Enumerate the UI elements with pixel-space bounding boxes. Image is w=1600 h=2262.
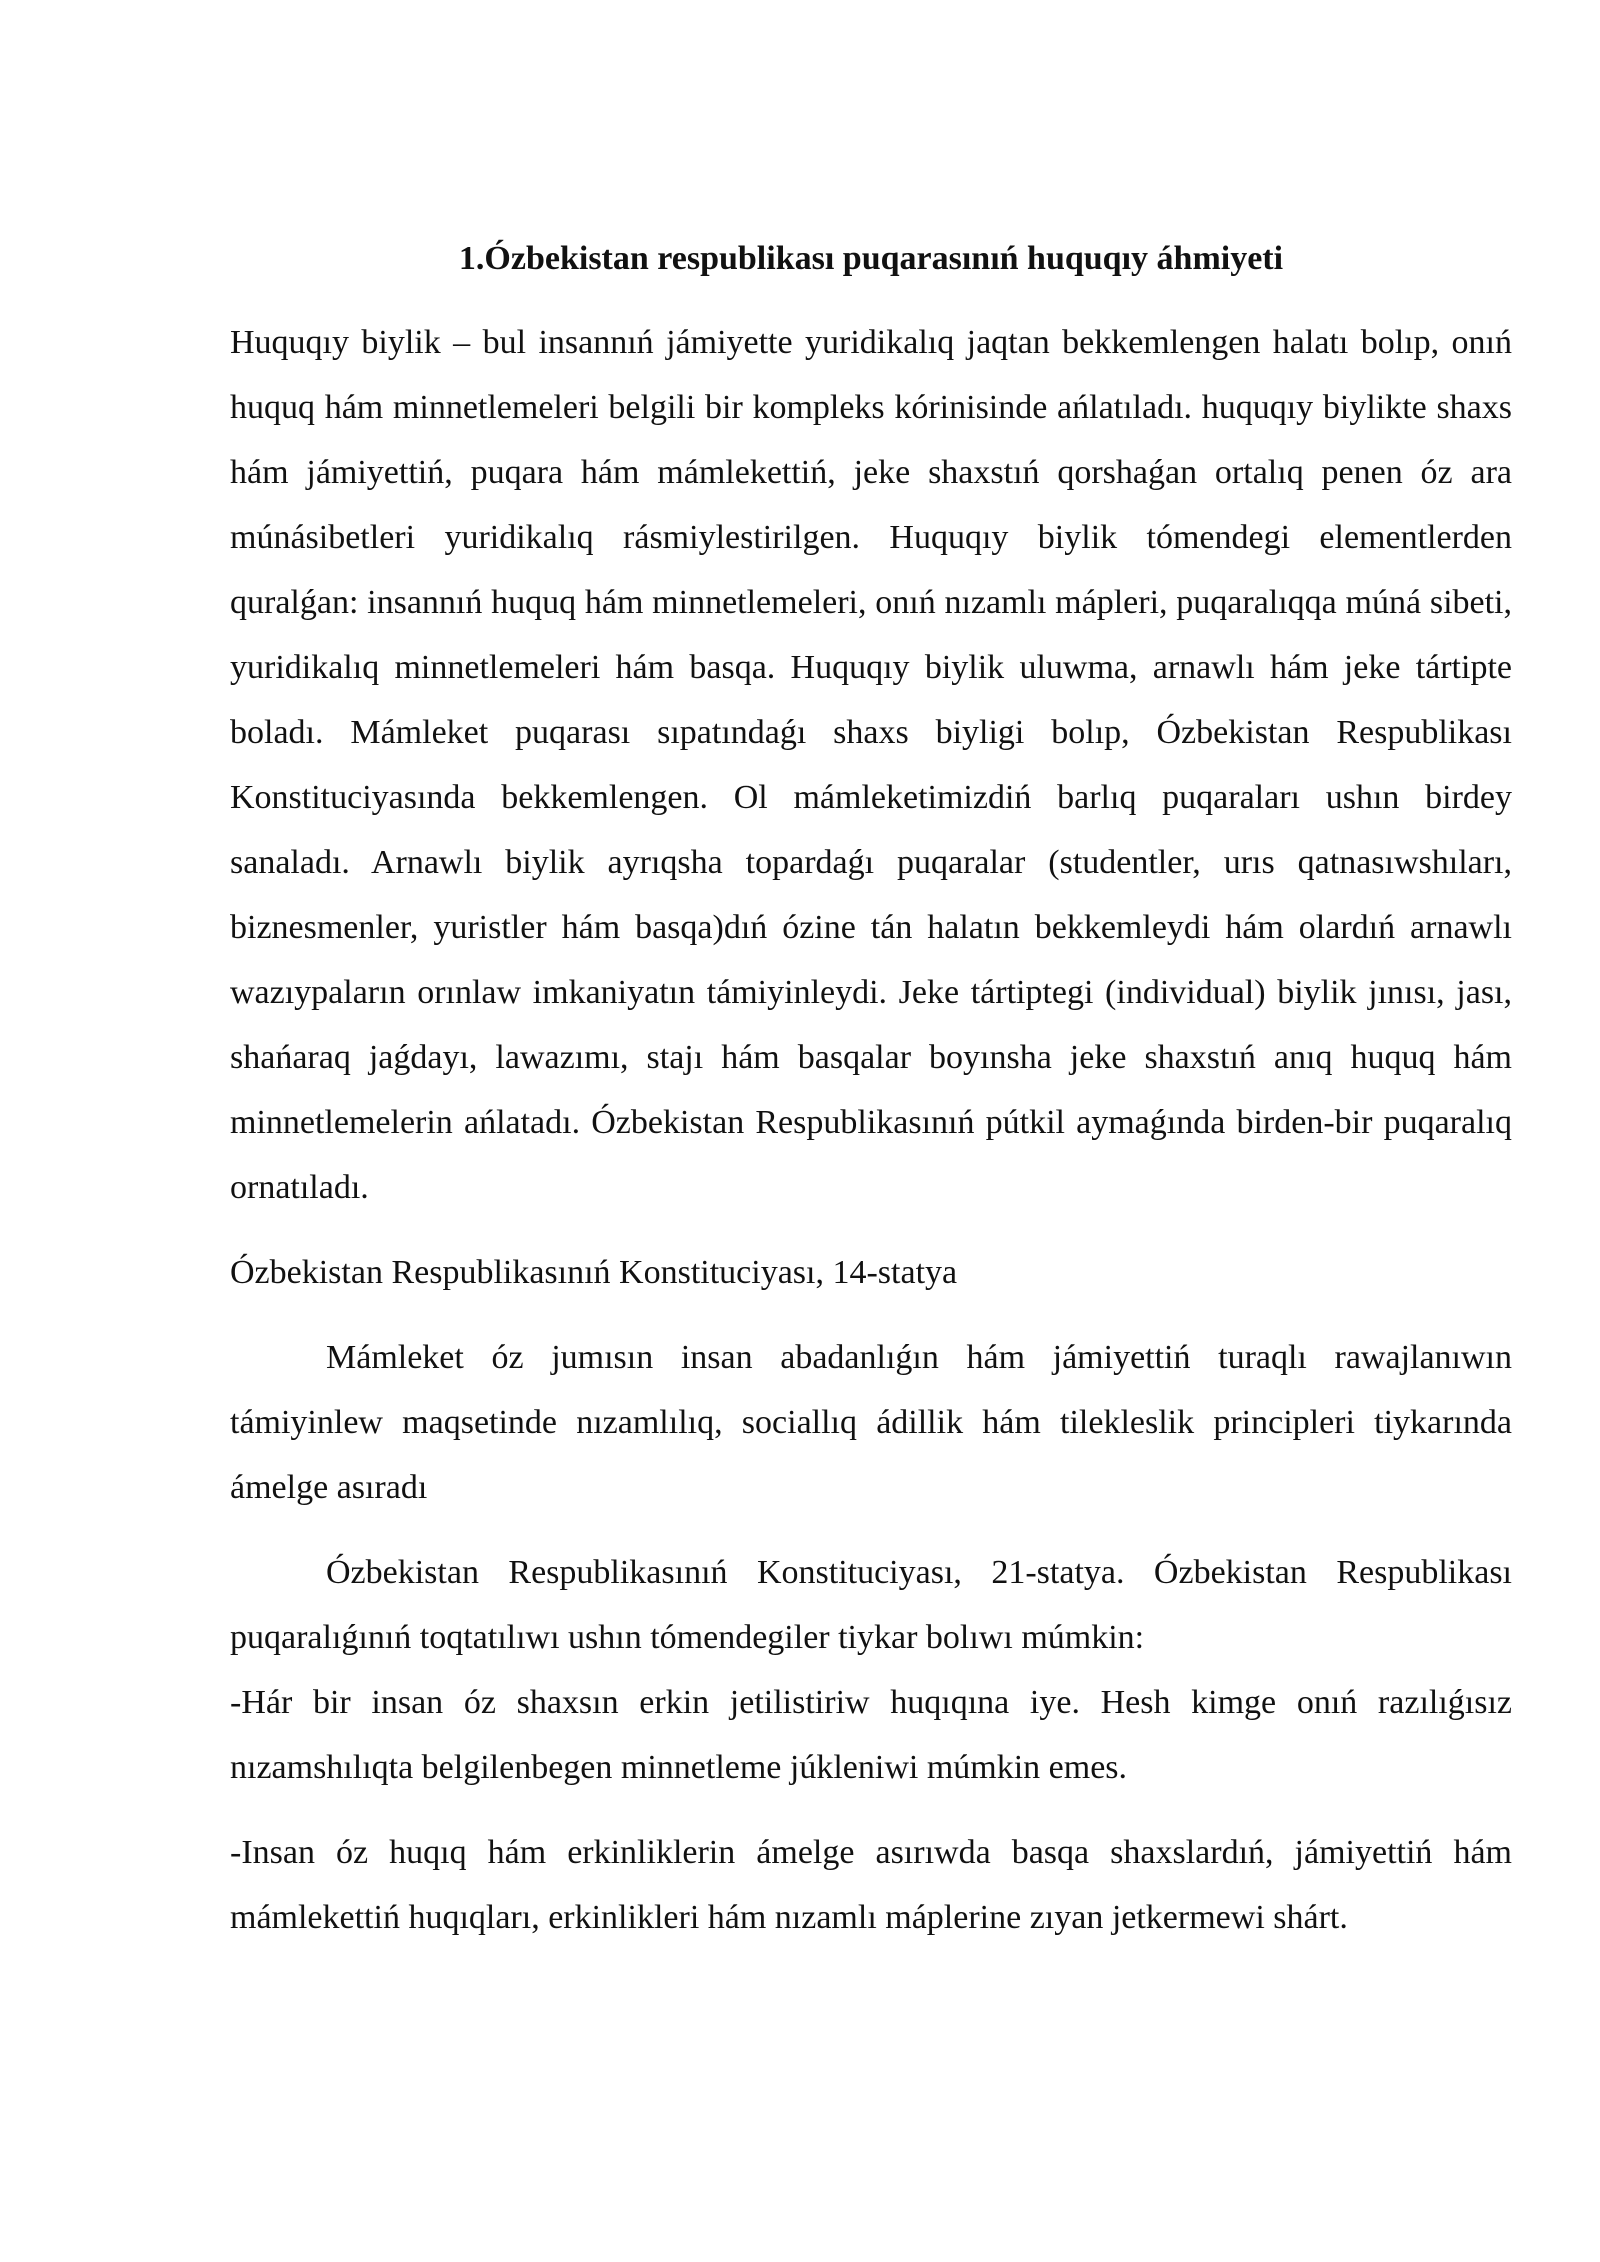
article-21-heading: Ózbekistan Respublikasınıń Konstituciyası, 21-statya. Ózbekistan Respublikası puqaralıǵınıń toqtatılıwı ushın tómendegiler tiykar bolıwı múmkin: bbox=[230, 1554, 1512, 1656]
document-content bbox=[230, 230, 1512, 1970]
final-paragraph: -Insan óz huqıq hám erkinliklerin ámelge asırıwda basqa shaxslardıń, jámiyettiń hám mámlekettiń huqıqları, erkinlikleri hám nızamlı máplerine zıyan jetkermewi shárt. bbox=[230, 1834, 1512, 1936]
main-paragraph: Huquqıy biylik – bul insannıń jámiyette yuridikalıq jaqtan bekkemlengen halatı bolıp, onıń huquq hám minnetlemeleri belgili bir kompleks kórinisinde ańlatıladı. huquqıy biylikte shaxs hám jámiyettiń, puqara hám mámlekettiń, jeke shaxstıń qorshaǵan ortalıq penen óz ara múnásibetleri yuridikalıq rásmiylestirilgen. Huquqıy biylik tómendegi elementlerden quralǵan: insannıń huquq hám minnetlemeleri, onıń nızamlı mápleri, puqaralıqqa múná sibeti, yuridikalıq minnetlemeleri hám basqa. Huquqıy biylik uluwma, arnawlı hám jeke tártipte boladı. Mámleket puqarası sıpatındaǵı shaxs biyligi bolıp, Ózbekistan Respublikası Konstituciyasında bekkemlengen. Ol mámleketimizdiń barlıq puqaraları ushın birdey sanaladı. Arnawlı biylik ayrıqsha topardaǵı puqaralar (studentler, urıs qatnasıwshıları, biznesmenler, yuristler hám basqa)dıń ózine tán halatın bekkemleydi hám olardıń arnawlı wazıypaların orınlaw imkaniyatın támiyinleydi. Jeke tártiptegi (individual) biylik jınısı, jası, shańaraq jaǵdayı, lawazımı, stajı hám basqalar boyınsha jeke shaxstıń anıq huquq hám minnetlemelerin ańlatadı. Ózbekistan Respublikasınıń pútkil aymaǵında birden-bir puqaralıq ornatıladı. bbox=[230, 324, 1512, 1206]
article-21-paragraph bbox=[230, 1540, 1512, 1800]
constitution-article-14-reference: Ózbekistan Respublikasınıń Konstituciyası, 14-statya bbox=[230, 1254, 958, 1291]
article-14-text: Mámleket óz jumısın insan abadanlıǵın hám jámiyettiń turaqlı rawajlanıwın támiyinlew maqsetinde nızamlılıq, sociallıq ádillik hám tilekleslik principleri tiykarında ámelge asıradı bbox=[230, 1339, 1512, 1506]
article-21-item-1: -Hár bir insan óz shaxsın erkin jetilistiriw huqıqına iye. Hesh kimge onıń razılıǵısız nızamshılıqta belgilenbegen minnetleme júkleniwi múmkin emes. bbox=[230, 1684, 1512, 1786]
document-title: 1.Ózbekistan respublikası puqarasınıń huquqıy áhmiyeti bbox=[458, 240, 1284, 277]
